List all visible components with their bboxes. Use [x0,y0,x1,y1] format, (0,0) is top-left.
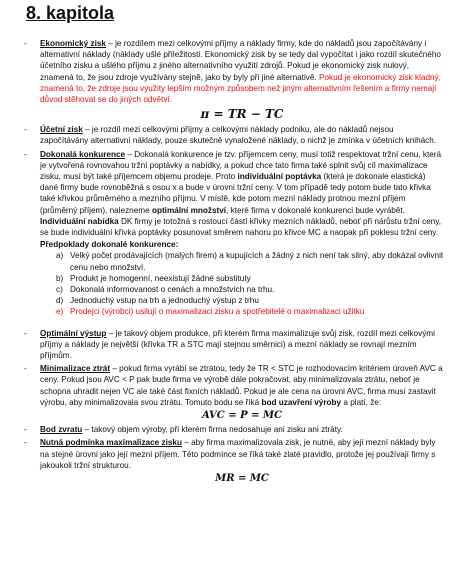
bullet-dash: - [24,438,27,448]
list-item [56,273,444,284]
list-text: Velký počet prodávajících (malých firem) a kupujících a žádný z nich není tak silný, aby dokázal ovlivnit cenu nebo množství. [70,251,444,272]
term: Účetní zisk [40,125,83,135]
bullet-dash: - [24,364,27,374]
formula: AVC = P = MC [202,410,282,422]
bold-text: Individuální nabídka [40,216,119,226]
definition-text: – aby firma maximalizovala zisk, je nutné, aby její mezní náklady byly na stejné úrovni jako její mezní příjem. Této podmínce se říká také zlaté pravidlo, protože jej používají firmy s jakoukoli tržní strukturou. [40,438,436,470]
spacer [24,320,444,328]
formula: MR = MC [215,472,269,484]
document-body [24,38,444,487]
definition-text: – pokud firma vyrábí se ztrátou, tedy že TR < STC je rozhodovacím kritériem úroveň AVC a ceny. Pokud jsou AVC < P pak bude firma ve výrobě dále pokračovat, aby minimalizovala ztrátu, neboť je schopna uhradit nejen VC ale také část fixních nákladů. Pokud je ale cena na úrovni AVC, firma musí zastavit výrobu, aby minimalizovala svou ztrátu. Tomuto bodu se říká [40,364,443,407]
bullet-dash: - [24,125,27,135]
formula: π = TR − TC [200,107,284,122]
definition-text: – je rozdílem mezi celkovými příjmy a náklady firmy, kde do nákladů jsou započítávány i alternativní náklady (náklady ušlé příležitosti. Ekonomický zisk by se tedy dal vypočítat i jako rozdíl skutečného účetního zisku a ušlého příjmu z jiného alternativního využití zdrojů. Pokud je ekonomický zisk nulový, znamená to, že jsou zdroje využívány stejně, jako by byly při jiné alternativě. [40,39,441,82]
chapter-title: 8. kapitola [26,3,115,23]
term: Minimalizace ztrát [40,364,111,374]
bold-text: individuální poptávka [237,172,322,182]
list-text: Prodejci (výrobci) usilují o maximalizaci zisku a spotřebitelé o maximalizaci užitku [70,307,365,317]
list-text: Dokonalá informovanost o cenách a množstvích na trhu. [70,285,275,295]
list-text: Jednoduchý vstup na trh a jednoduchý výstup z trhu [70,296,259,306]
bullet-dash: - [24,425,27,435]
definition-text: – takový objem výroby, při kterém firma nedosahuje ani zisku ani ztráty. [82,425,343,435]
term: Ekonomický zisk [40,39,106,48]
list-label: e) [56,307,64,317]
list-item [56,306,444,317]
entry-minimalizace-ztrat [24,363,444,422]
list-item [56,295,444,306]
entry-optimalni-vystup [24,328,444,362]
entry-bod-zvratu [24,424,444,435]
bullet-dash: - [24,328,27,338]
definition-text: a platí, že: [341,397,382,407]
subheading: Předpoklady dokonalé konkurence: [40,240,179,250]
list-label: a) [56,251,64,261]
bullet-dash: - [24,39,27,48]
entry-dokonala-konkurence [24,149,444,318]
term: Bod zvratu [40,425,83,435]
highlighted-text: Pokud je ekonomický zisk kladný, znamená to, že zdroje jsou využity lepším možným způsobem než jiným alternativním řešením a firmy nemají důvod stěhovat se do jiných odvětví. [40,72,441,105]
assumptions-list [56,250,444,317]
list-label: c) [56,285,63,295]
term: Nutná podmínka maximalizace zisku [40,438,182,448]
list-text: Produkt je homogenní, neexistují žádné substituty [70,273,251,283]
term: Dokonalá konkurence [40,149,126,159]
bullet-dash: - [24,149,27,159]
entry-ucetni-zisk [24,124,444,146]
list-label: b) [56,273,64,283]
definition-text: – Dokonalá konkurence je tzv. příjemcem ceny, musí totiž respektovat tržní cenu, která je vytvořená rovnovahou tržní poptávky a nabídky, a pokud chce tato firma také splnit svůj cíl maximalizace zisku, musí být také příjemcem objemu prodeje. Proto [40,149,442,182]
definition-text: (která je dokonale elastická) dané firmy bude rovnoběžná s osou x a bude v úrovni tržní ceny. V tom případě tedy potom bude tato křivka také křivkou průměrného a mezního příjmu. V místě, kde potom mezní náklady protnou mezní příjem (průměrný příjem), nalezneme [40,172,431,215]
term: Optimální výstup [40,328,107,338]
list-item [56,250,444,272]
list-label: d) [56,296,64,306]
definition-text: , které firma v dokonalé konkurenci bude vyrábět. [226,205,405,215]
list-item [56,284,444,295]
definition-text: DK firmy je totožná s rostoucí částí křivky mezních nákladů, neboť při nárůstu tržní ceny, se bude individuální křivka poptávky posunovat směrem nahoru po křivce MC a naopak při poklesu tržní ceny. [40,216,442,238]
entry-nutna-podminka [24,437,444,485]
bold-text: bod uzavření výroby [261,397,342,407]
bold-text: optimální množství [151,205,227,215]
definition-text: – je rozdíl mezi celkovými příjmy a celkovými náklady podniku, ale do nákladů nejsou započítávány alternativní náklady, pouze skutečně vynaložené náklady, o nichž je zmínka v účetních knihách. [40,125,437,146]
entry-ekonomicky-zisk [24,38,444,122]
definition-text: – je takový objem produkce, při kterém firma maximalizuje svůj zisk, rozdíl mezi celkovými příjmy a náklady je největší (křivka TR a STC mají stejnou směrnici) a mezní náklady se rovnají mezním příjmům. [40,328,435,361]
